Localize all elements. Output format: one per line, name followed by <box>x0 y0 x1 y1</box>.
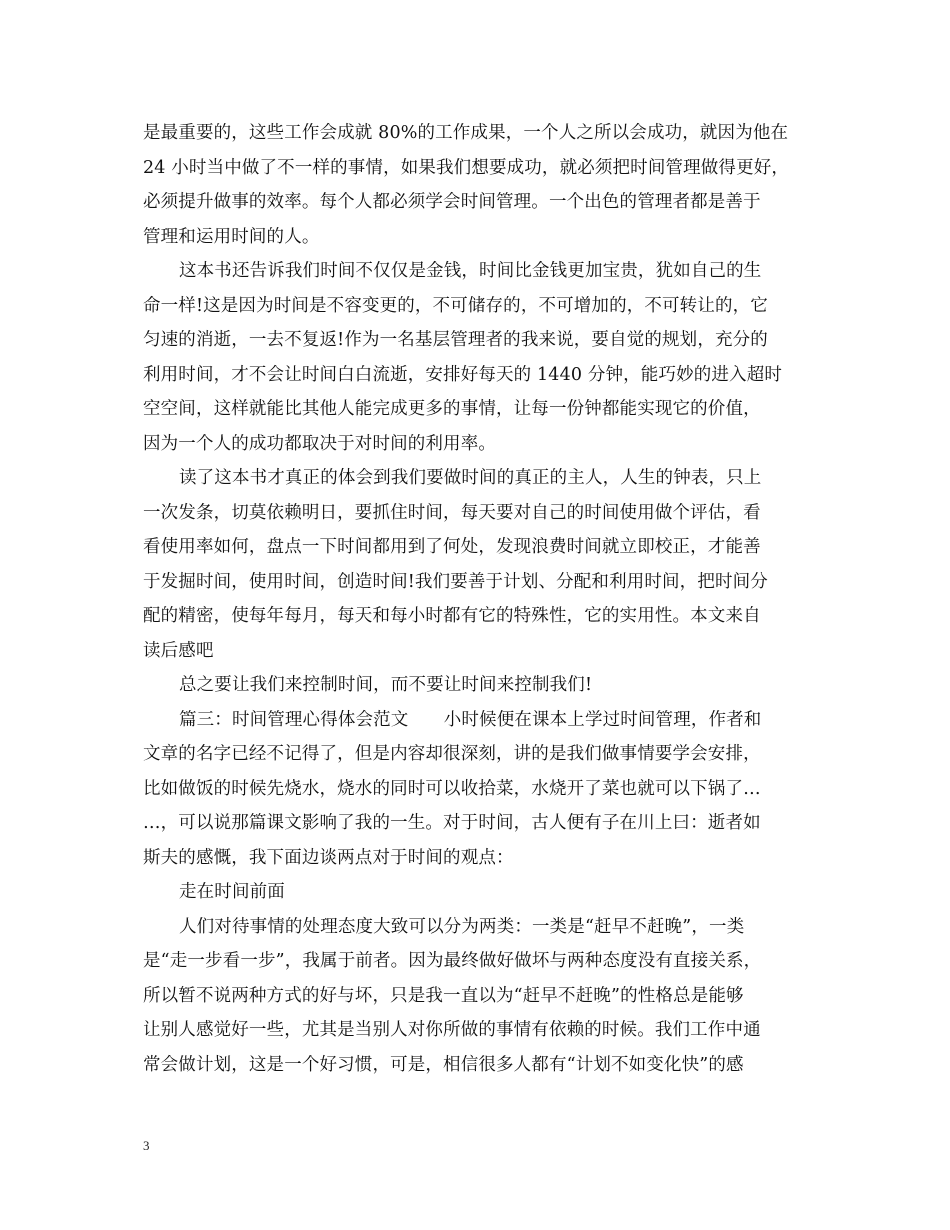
text-line: 斯夫的感慨，我下面边谈两点对于时间的观点： <box>143 847 514 868</box>
text-line: 总之要让我们来控制时间，而不要让时间来控制我们! <box>179 675 593 695</box>
text-line: 比如做饭的时候先烧水，烧水的同时可以收拾菜，水烧开了菜也就可以下锅了… <box>143 778 761 799</box>
text-line: 所以暂不说两种方式的好与坏，只是我一直以为“赶早不赶晚”的性格总是能够 <box>143 985 744 1006</box>
document-body <box>143 116 815 1082</box>
text-line: 让别人感觉好一些，尤其是当别人对你所做的事情有依赖的时候。我们工作中通 <box>143 1020 761 1040</box>
text-line: 匀速的消逝，一去不复返!作为一名基层管理者的我来说，要自觉的规划，充分的 <box>143 330 768 350</box>
text-line: 配的精密，使每年每月，每天和每小时都有它的特殊性，它的实用性。本文来自 <box>143 606 761 626</box>
text-line: 读后感吧 <box>143 640 214 661</box>
text-line: 常会做计划，这是一个好习惯，可是，相信很多人都有“计划不如变化快”的感 <box>143 1054 744 1075</box>
text-line: 读了这本书才真正的体会到我们要做时间的真正的主人，人生的钟表，只上 <box>179 468 762 488</box>
text-line: 利用时间，才不会让时间白白流逝，安排好每天的 1440 分钟，能巧妙的进入超时 <box>143 364 783 385</box>
page-number: 3 <box>143 1138 150 1153</box>
text-line: …，可以说那篇课文影响了我的一生。对于时间，古人便有子在川上曰：逝者如 <box>143 813 761 833</box>
text-line: 文章的名字已经不记得了，但是内容却很深刻，讲的是我们做事情要学会安排， <box>143 744 761 764</box>
text-line: 管理和运用时间的人。 <box>143 226 320 247</box>
text-line: 于发掘时间，使用时间，创造时间!我们要善于计划、分配和利用时间，把时间分 <box>143 571 768 592</box>
text-line: 因为一个人的成功都取决于对时间的利用率。 <box>143 433 496 454</box>
text-line: 必须提升做事的效率。每个人都必须学会时间管理。一个出色的管理者都是善于 <box>143 192 761 212</box>
text-line: 是最重要的，这些工作会成就 80%的工作成果，一个人之所以会成功，就因为他在 <box>143 123 789 143</box>
text-line: 一次发条，切莫依赖明日，要抓住时间，每天要对自己的时间使用做个评估，看 <box>143 502 761 523</box>
text-line: 24 小时当中做了不一样的事情，如果我们想要成功，就必须把时间管理做得更好， <box>143 157 790 178</box>
text-line: 篇三：时间管理心得体会范文 小时候便在课本上学过时间管理，作者和 <box>179 709 762 730</box>
text-line: 走在时间前面 <box>179 882 285 902</box>
text-line: 这本书还告诉我们时间不仅仅是金钱，时间比金钱更加宝贵，犹如自己的生 <box>179 261 762 281</box>
text-line: 是“走一步看一步”，我属于前者。因为最终做好做坏与两种态度没有直接关系， <box>143 951 762 971</box>
text-line: 人们对待事情的处理态度大致可以分为两类：一类是“赶早不赶晚”，一类 <box>179 916 745 937</box>
text-line: 空空间，这样就能比其他人能完成更多的事情，让每一份钟都能实现它的价值， <box>143 399 761 419</box>
text-line: 看使用率如何，盘点一下时间都用到了何处，发现浪费时间就立即校正，才能善 <box>143 537 761 557</box>
text-line: 命一样!这是因为时间是不容变更的，不可储存的，不可增加的，不可转让的，它 <box>143 295 768 316</box>
